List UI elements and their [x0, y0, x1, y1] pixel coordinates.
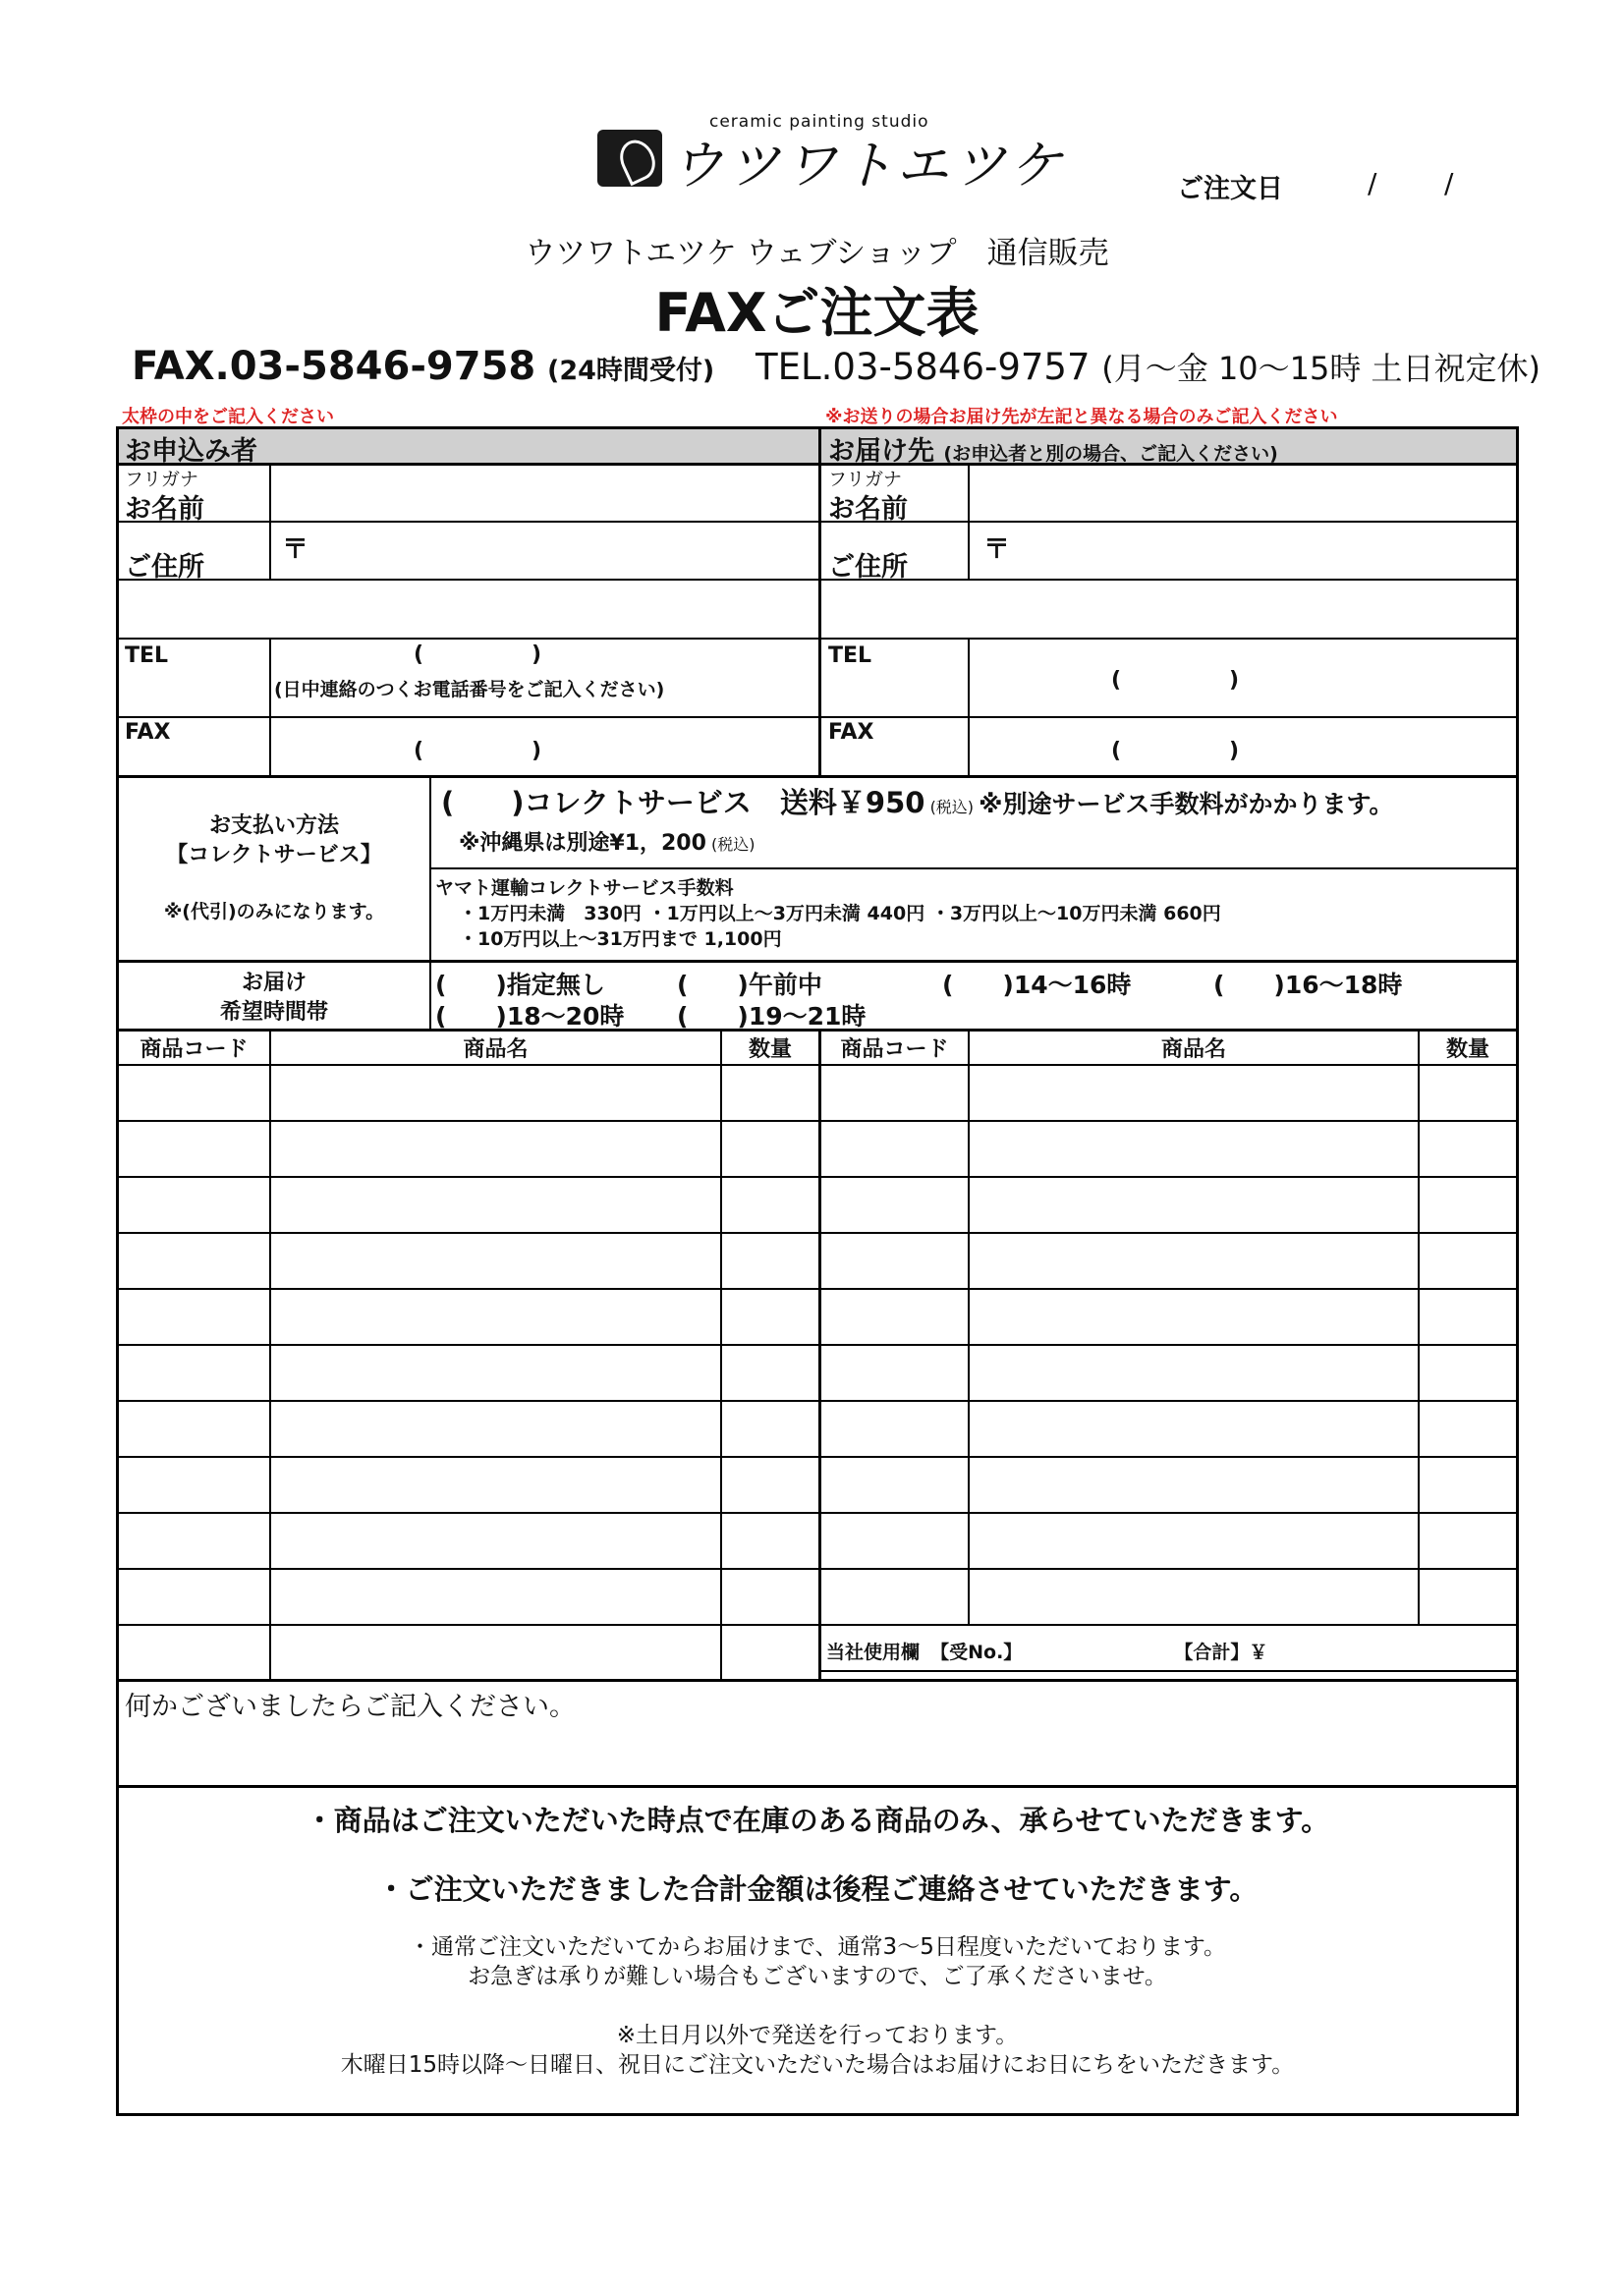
- order-date-label: ご注文日: [1177, 174, 1283, 204]
- fax-area-code: ( ): [414, 739, 542, 763]
- furigana-label: フリガナ: [125, 469, 199, 490]
- tel-area-code: ( ): [414, 642, 542, 667]
- furigana-label: フリガナ: [828, 469, 903, 490]
- fax-label: FAX: [828, 720, 874, 745]
- fee-line: ・1万円未満 330円 ・1万円以上～3万円未満 440円 ・3万円以上～10万円未満 660円: [459, 903, 1221, 924]
- page-title: FAXご注文表: [654, 282, 980, 344]
- notice-shipping-days: ※土日月以外で発送を行っております。: [616, 2023, 1019, 2048]
- office-use-area: [826, 1638, 1267, 1664]
- date-separator: /: [1368, 167, 1377, 199]
- col-product-code: 商品コード: [140, 1037, 249, 1062]
- fax-number: FAX.03-5846-9758: [132, 344, 536, 389]
- col-product-name: 商品名: [1160, 1037, 1226, 1062]
- notice-delivery-days: ・通常ご注文いただいてからお届けまで、通常3～5日程度いただいております。: [409, 1934, 1226, 1960]
- fee-line: ・10万円以上～31万円まで 1,100円: [459, 928, 782, 950]
- comments-label: 何かございましたらご記入ください。: [125, 1692, 576, 1722]
- page-subtitle: ウツワトエツケ ウェブショップ 通信販売: [525, 236, 1109, 271]
- postal-mark: 〒: [282, 534, 308, 565]
- time-option-14-16: ( )14～16時: [942, 971, 1132, 999]
- col-product-name: 商品名: [463, 1037, 529, 1062]
- okinawa-note: [459, 826, 756, 857]
- notice-stock: ・商品はご注文いただいた時点で在庫のある商品のみ、承らせていただきます。: [305, 1804, 1330, 1837]
- time-option-16-18: ( )16～18時: [1213, 971, 1403, 999]
- delivery-time-label: 希望時間帯: [219, 1000, 328, 1025]
- time-option-19-21: ( )19～21時: [677, 1002, 867, 1031]
- delivery-title: お届け先: [828, 436, 934, 467]
- fax-hours: (24時間受付): [547, 356, 715, 386]
- office-use-label: 当社使用欄: [826, 1642, 921, 1663]
- contact-line: [132, 344, 1540, 389]
- name-label: お名前: [828, 494, 908, 525]
- tel-area-code: ( ): [1111, 668, 1240, 693]
- tax-included: (税込): [929, 798, 975, 816]
- okinawa-fee: ※沖縄県は別途¥1，200: [459, 831, 706, 856]
- tax-included: (税込): [711, 835, 756, 854]
- payment-cod-note: ※(代引)のみになります。: [163, 901, 385, 922]
- time-option-none: ( )指定無し: [435, 971, 605, 999]
- tel-label: TEL: [828, 643, 872, 668]
- instruction-note: 太枠の中をご記入ください: [122, 407, 334, 427]
- service-fee-note: ※別途サービス手数料がかかります。: [979, 790, 1394, 818]
- tel-hours: (月～金 10～15時 土日祝定休): [1101, 350, 1541, 387]
- fee-table-title: ヤマト運輸コレクトサービス手数料: [435, 877, 734, 899]
- collect-service-option: ( )コレクトサービス 送料￥950: [441, 786, 925, 819]
- notice-urgent: お急ぎは承りが難しい場合もございますので、ご了承くださいませ。: [468, 1964, 1167, 1989]
- tel-label: TEL: [125, 643, 169, 668]
- order-form: [116, 426, 1519, 2116]
- tel-note: (日中連絡のつくお電話番号をご記入ください): [274, 679, 665, 700]
- delivery-instruction-note: ※お送りの場合お届け先が左記と異なる場合のみご記入ください: [825, 407, 1338, 427]
- logo-mark-icon: [597, 130, 662, 187]
- delivery-section-title: [828, 429, 1278, 468]
- delivery-time-label: お届け: [241, 971, 307, 995]
- logo-subtitle: ceramic painting studio: [709, 112, 929, 132]
- fax-area-code: ( ): [1111, 739, 1240, 763]
- time-option-morning: ( )午前中: [677, 971, 822, 999]
- payment-option: [441, 781, 1393, 821]
- col-product-code: 商品コード: [840, 1037, 949, 1062]
- applicant-section-title: お申込み者: [125, 436, 257, 467]
- tel-number: TEL.03-5846-9757: [756, 346, 1091, 388]
- time-option-18-20: ( )18～20時: [435, 1002, 625, 1031]
- section-header-bar: [119, 429, 1516, 463]
- payment-method-collect: 【コレクトサービス】: [166, 843, 382, 867]
- notice-total: ・ご注文いただきました合計金額は後程ご連絡させていただきます。: [376, 1872, 1259, 1906]
- date-separator: /: [1444, 167, 1454, 199]
- delivery-title-note: (お申込者と別の場合、ご記入ください): [943, 443, 1278, 465]
- total-amount-label: 【合計】￥: [1174, 1642, 1268, 1663]
- fax-label: FAX: [125, 720, 171, 745]
- logo-text: ウツワトエツケ: [670, 135, 1067, 196]
- receipt-number-label: 【受No.】: [930, 1642, 1023, 1663]
- col-quantity: 数量: [1445, 1037, 1489, 1062]
- payment-method-label: お支払い方法: [208, 813, 339, 838]
- notice-weekend: 木曜日15時以降～日曜日、祝日にご注文いただいた場合はお届けにお日にちをいただきます。: [340, 2052, 1295, 2078]
- name-label: お名前: [125, 494, 204, 525]
- address-label: ご住所: [125, 552, 204, 583]
- address-label: ご住所: [828, 552, 908, 583]
- postal-mark: 〒: [983, 534, 1010, 565]
- col-quantity: 数量: [748, 1037, 792, 1062]
